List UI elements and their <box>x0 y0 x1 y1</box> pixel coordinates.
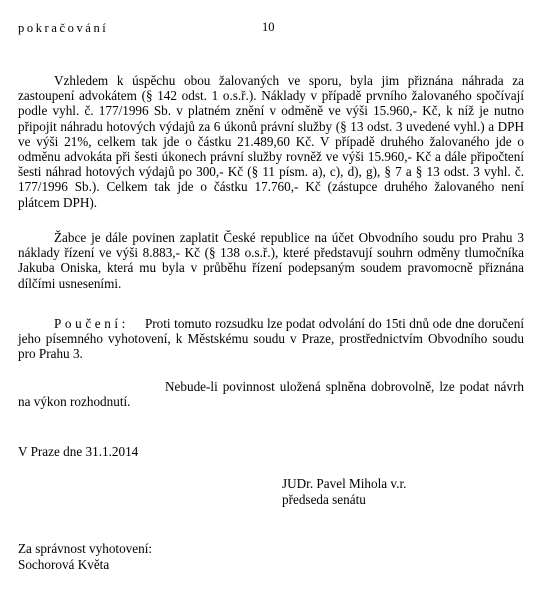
signature-block <box>282 476 406 508</box>
instruction-text: Proti tomuto rozsudku lze podat odvolání do 15ti dnů ode dne doručení jeho písemného vyhotovení, k Městskému soudu v Praze, prostřednictvím Obvodního soudu pro Prahu 3. <box>18 316 524 362</box>
paragraph-costs: Vzhledem k úspěchu obou žalovaných ve sporu, byla jim přiznána náhrada za zastoupení advokátem (§ 142 odst. 1 o.s.ř.). Náklady v případě prvního žalovaného spočívají podle vyhl. č. 177/1996 Sb. v platném znění v odměně ve výši 15.960,- Kč, k níž je nutno připojit náhradu hotových výdajů za 6 úkonů právní služby (§ 13 odst. 3 uvedené vyhl.) a DPH ve výši 21%, celkem tak jde o částku 21.489,60 Kč. V případě druhého žalovaného jde o odměnu advokáta při šesti úkonech právní služby rovněž ve výši 15.960,- Kč a dále připočtení šesti náhrad hotových výdajů po 300,- Kč (§ 11 písm. a), c), d), g), § 7 a § 13 odst. 3 vyhl. č. 177/1996 Sb.). Celkem tak jde o částku 17.760,- Kč (zástupce druhého žalovaného není plátcem DPH). <box>18 73 524 210</box>
continuation-header: pokračování <box>18 21 109 35</box>
paragraph-instruction <box>18 316 524 362</box>
correctness-name: Sochorová Květa <box>18 557 110 572</box>
judge-name: JUDr. Pavel Mihola v.r. <box>282 476 407 491</box>
judge-role: předseda senátu <box>282 492 366 507</box>
paragraph-enforcement: Nebude-li povinnost uložená splněna dobrovolně, lze podat návrh na výkon rozhodnutí. <box>18 379 524 410</box>
paragraph-state-costs: Žabce je dále povinen zaplatit České republice na účet Obvodního soudu pro Prahu 3 náklady řízení ve výši 8.883,- Kč (§ 138 o.s.ř.), které představují souhrn odměny tlumočníka Jakuba Oniska, která mu byla v průběhu řízení podepsaným soudem pravomocně přiznána dílčími usneseními. <box>18 230 524 291</box>
page-number: 10 <box>262 20 275 34</box>
correctness-label: Za správnost vyhotovení: <box>18 541 153 556</box>
date-line: V Praze dne 31.1.2014 <box>18 444 139 459</box>
correctness-block <box>18 541 152 573</box>
instruction-label: Poučení: <box>54 316 129 331</box>
